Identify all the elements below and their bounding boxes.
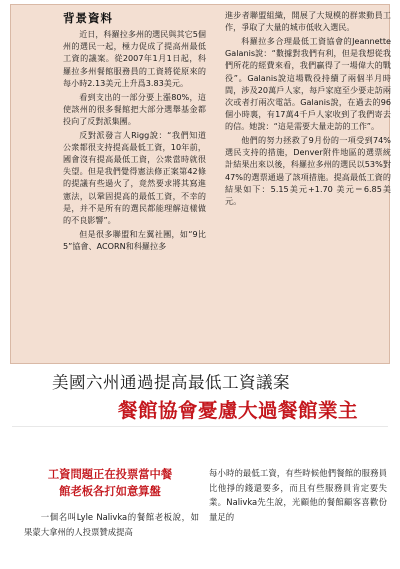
background-left-column [63,11,206,254]
background-paragraph: 他們的努力拯救了9月份的一項受到74%選民支持的措施，Denver附件地區的選票統計結果出來以後，科羅拉多州的選民以53%對47%的選票通過了該項措施。提高最低工資的結果如下：5.15美元+1.70 美元＝6.85美元。 [225,135,391,207]
background-right-column [225,9,391,209]
background-paragraph: 科羅拉多合理最低工資協會的Jeannette Galanis說：“數據對我們有利，但是我想從我們所花的經費來看，我們贏得了一場偉大的戰役”。Galanis說這場戰役持續了兩個半月時間，涉及20萬戶人家，每戶家庭至少要走訪兩次或者打兩次電話。Galanis說，在過去的96個小時裏，有17萬4千戶人家收到了我們寄去的信。她說：“這是需要大量走訪的工作”。 [225,35,391,132]
background-paragraph: 反對派發言人Rigg說：“我們知道公衆都很支持提高最低工資，10年前，國會沒有提高最低工資，公衆當時就很失望。但是我們覺得憲法修正案第42條的提議有些過火了，竟然要求將其寫進憲法，以鞏固提高的最低工資，不幸的是，并不是所有的選民都能理解這樣做的不良影響”。 [63,129,206,226]
sub-headline-line: 工資問題正在投票當中餐 [47,467,173,481]
background-paragraph: 進步者聯盟組織，開展了大規模的群衆動員工作，爭取了大量的城市低收入選民。 [225,10,391,33]
background-paragraph: 看到支出的一部分要上漲80%，這使該州的很多餐館把大部分選舉基金都投向了反對派集團。 [63,91,206,126]
headline-main: 餐館協會憂慮大過餐館業主 [118,399,359,422]
background-paragraph: 近日，科羅拉多州的選民與其它5個州的選民一起，極力促成了提高州最低工資的議案。從2007年1月1日起，科羅拉多州餐館服務員的工資將從原來的每小時2.13美元上升爲3.83美元。 [63,29,206,88]
divider [12,426,388,427]
article-left-column [24,510,199,539]
sub-headline [18,466,202,500]
background-box-title: 背景資料 [63,11,113,25]
article-right-column: 每小時的最低工資，有些時候他們餐館的服務員比他掙的錢還要多，而且有些服務員肯定要失業。Nalivka先生說，光顧他的餐館顧客喜歡份量足的 [209,468,387,522]
article-paragraph: 一個名叫Lyle Nalivka的餐館老板說，如果蒙大拿州的人投票贊成提高 [24,512,199,537]
sub-headline-line: 館老板各打如意算盤 [59,484,161,498]
background-info-box [10,4,390,364]
headline-kicker: 美國六州通過提高最低工資議案 [52,373,290,392]
background-paragraph: 但是很多聯盟和左翼社團，如“9比5”協會、ACORN和科羅拉多 [63,228,206,251]
